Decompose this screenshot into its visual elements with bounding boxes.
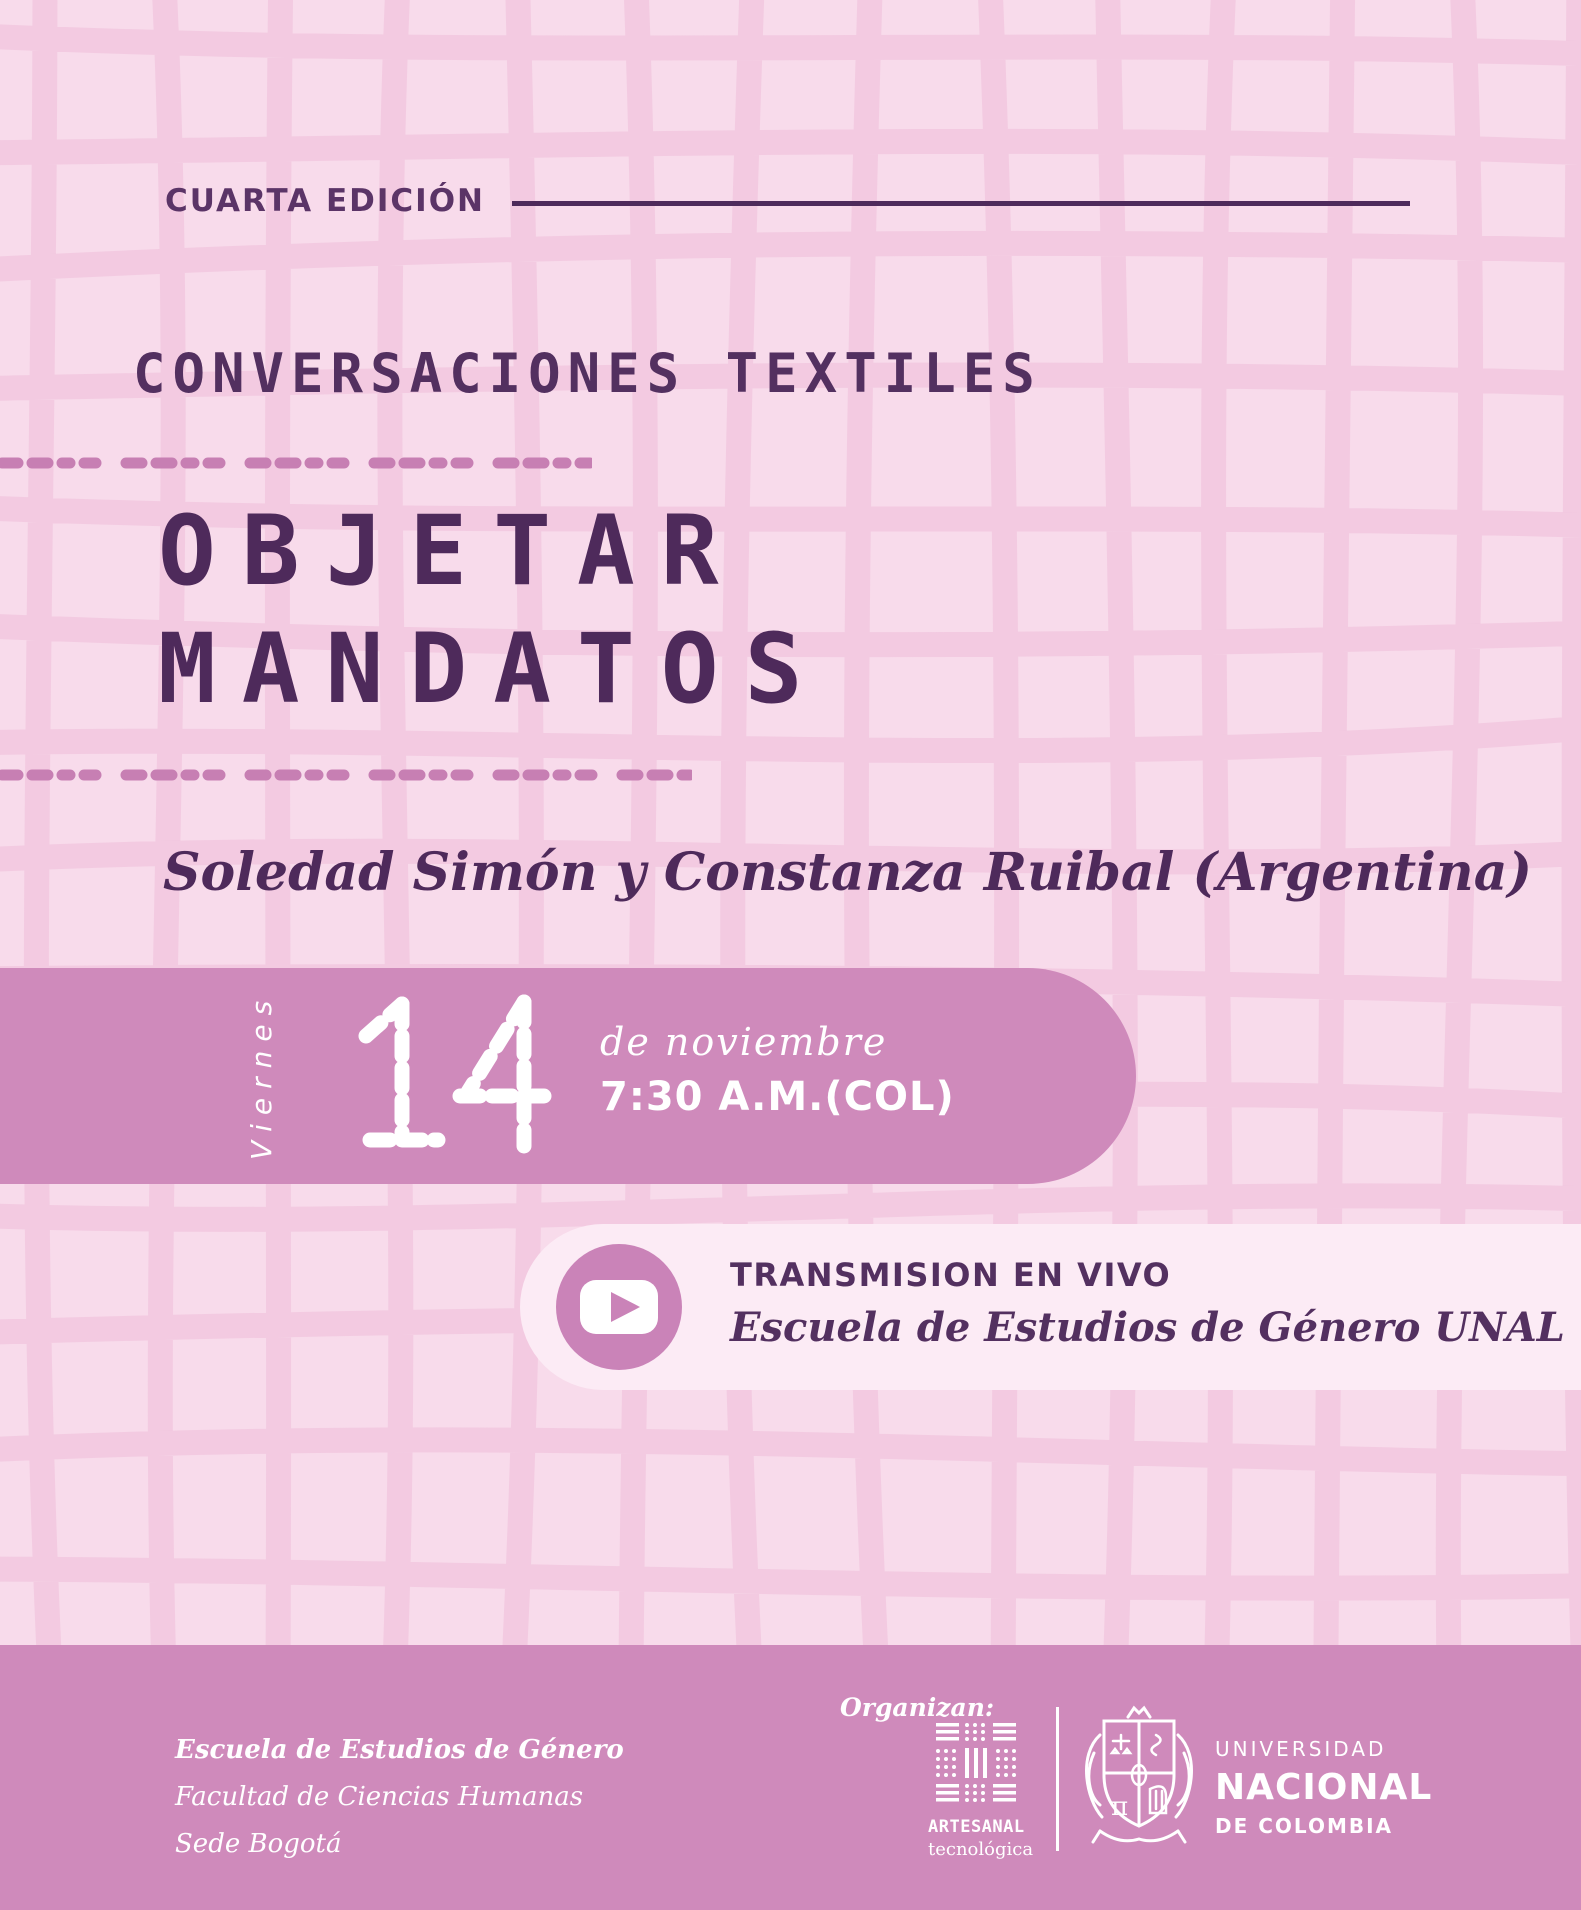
artesanal-weave-icon [936,1723,1016,1805]
date-text [600,1020,955,1120]
main-title [158,492,828,728]
organizer-address-block [175,1727,624,1868]
faculty-name: Facultad de Ciencias Humanas [175,1782,584,1812]
speakers-line: Soledad Simón y Constanza Ruibal (Argentina) [163,842,1532,903]
unal-line2: NACIONAL [1215,1767,1433,1808]
unal-wordmark [1215,1737,1432,1838]
artesanal-subname: tecnológica [928,1839,1034,1860]
stitch-separator-top [0,456,592,470]
logo-divider [1056,1707,1059,1851]
main-title-line1: OBJETAR [158,495,745,607]
day-number-stitched [348,994,558,1159]
edition-label: CUARTA EDICIÓN [165,183,485,219]
main-title-line2: MANDATOS [158,613,829,725]
footer-bar [0,1645,1581,1910]
youtube-play-icon [556,1244,682,1370]
live-label: TRANSMISION EN VIVO [730,1256,1172,1294]
weekday-label: Viernes [245,991,278,1161]
channel-name: Escuela de Estudios de Género UNAL [730,1304,1565,1351]
artesanal-name: ARTESANAL [928,1817,1025,1837]
unal-line3: DE COLOMBIA [1215,1814,1394,1838]
organizers-label: Organizan: [840,1693,995,1722]
stitch-separator-bottom [0,768,692,782]
live-text-block [730,1256,1565,1351]
artesanal-logo [928,1723,1034,1860]
live-stream-pill [520,1224,1581,1390]
unal-crest-icon [1084,1703,1194,1853]
svg-text:π: π [1111,1792,1129,1822]
unal-line1: UNIVERSIDAD [1215,1737,1387,1761]
campus-name: Sede Bogotá [175,1829,342,1859]
time-label: 7:30 A.M.(COL) [600,1074,955,1120]
school-name: Escuela de Estudios de Género [175,1735,624,1765]
series-title: CONVERSACIONES TEXTILES [133,342,1042,405]
youtube-badge [556,1244,682,1370]
day-number [0,968,1,969]
date-banner [0,968,1136,1184]
header-rule [512,201,1410,206]
month-label: de noviembre [600,1020,888,1064]
